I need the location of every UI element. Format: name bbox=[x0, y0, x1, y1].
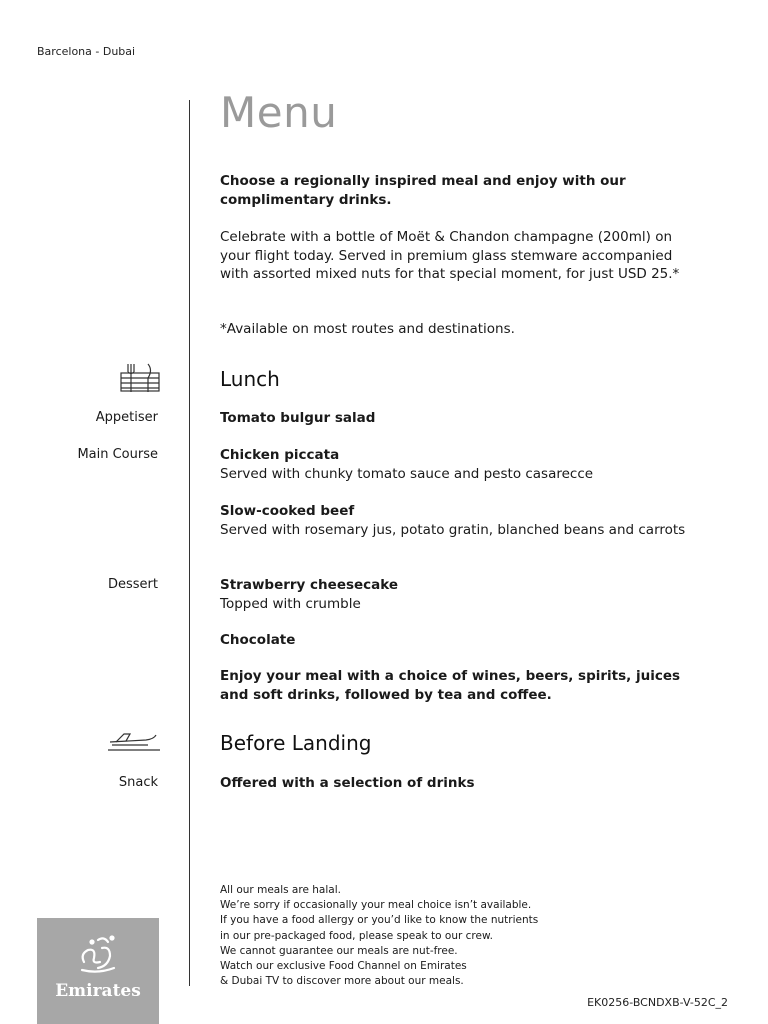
dish-name: Tomato bulgur salad bbox=[220, 410, 376, 426]
emirates-logo bbox=[37, 918, 159, 1024]
dish-name: Chicken piccata bbox=[220, 447, 340, 463]
intro-text: Choose a regionally inspired meal and enjoy with our complimentary drinks. bbox=[220, 173, 626, 208]
before-landing-heading: Before Landing bbox=[220, 731, 372, 755]
snack-label: Snack bbox=[118, 775, 158, 790]
main-course-item bbox=[220, 446, 690, 483]
dish-name: Strawberry cheesecake bbox=[220, 577, 399, 593]
calligraphy-emblem-icon bbox=[78, 932, 118, 976]
plane-landing-icon bbox=[106, 730, 160, 752]
main-course-item bbox=[220, 502, 690, 539]
footer-note-line: Watch our exclusive Food Channel on Emirates bbox=[220, 960, 467, 973]
champagne-offer: Celebrate with a bottle of Moët & Chandon champagne (200ml) on your flight today. Served in premium glass stemware accompanied with assorted mixed nuts for that special moment, for just USD 25.* bbox=[220, 229, 680, 282]
dish-description: Topped with crumble bbox=[220, 595, 361, 612]
dish-description: Served with rosemary jus, potato gratin, blanched beans and carrots bbox=[220, 521, 686, 538]
route-label: Barcelona - Dubai bbox=[37, 45, 136, 58]
cutlery-icon bbox=[120, 362, 160, 394]
footer-note-line: & Dubai TV to discover more about our meals. bbox=[220, 975, 464, 988]
dessert-label: Dessert bbox=[108, 577, 158, 592]
dessert-item bbox=[220, 631, 690, 650]
divider-line bbox=[189, 100, 190, 986]
footer-notes bbox=[220, 883, 640, 989]
snack-item bbox=[220, 774, 690, 793]
document-code: EK0256-BCNDXB-V-52C_2 bbox=[587, 996, 728, 1009]
page-title: Menu bbox=[220, 88, 338, 137]
drinks-text: Enjoy your meal with a choice of wines, beers, spirits, juices and soft drinks, followed by tea and coffee. bbox=[220, 668, 681, 703]
main-course-label: Main Course bbox=[77, 447, 158, 462]
brand-wordmark: Emirates bbox=[55, 981, 141, 1001]
lunch-heading: Lunch bbox=[220, 367, 280, 391]
footer-note-line: We’re sorry if occasionally your meal choice isn’t available. bbox=[220, 899, 532, 912]
footer-note-line: in our pre-packaged food, please speak to our crew. bbox=[220, 929, 493, 942]
footer-note-line: All our meals are halal. bbox=[220, 884, 341, 896]
footer-note-line: We cannot guarantee our meals are nut-free. bbox=[220, 944, 458, 957]
appetiser-item bbox=[220, 409, 690, 428]
availability-note: *Available on most routes and destinations. bbox=[220, 321, 515, 337]
dish-description: Served with chunky tomato sauce and pesto casarecce bbox=[220, 465, 594, 482]
appetiser-label: Appetiser bbox=[95, 410, 158, 425]
footer-note-line: If you have a food allergy or you’d like to know the nutrients bbox=[220, 914, 539, 927]
dish-name: Slow-cooked beef bbox=[220, 503, 355, 519]
dessert-item bbox=[220, 576, 690, 613]
dish-name: Chocolate bbox=[220, 632, 296, 648]
dish-name: Offered with a selection of drinks bbox=[220, 775, 475, 791]
